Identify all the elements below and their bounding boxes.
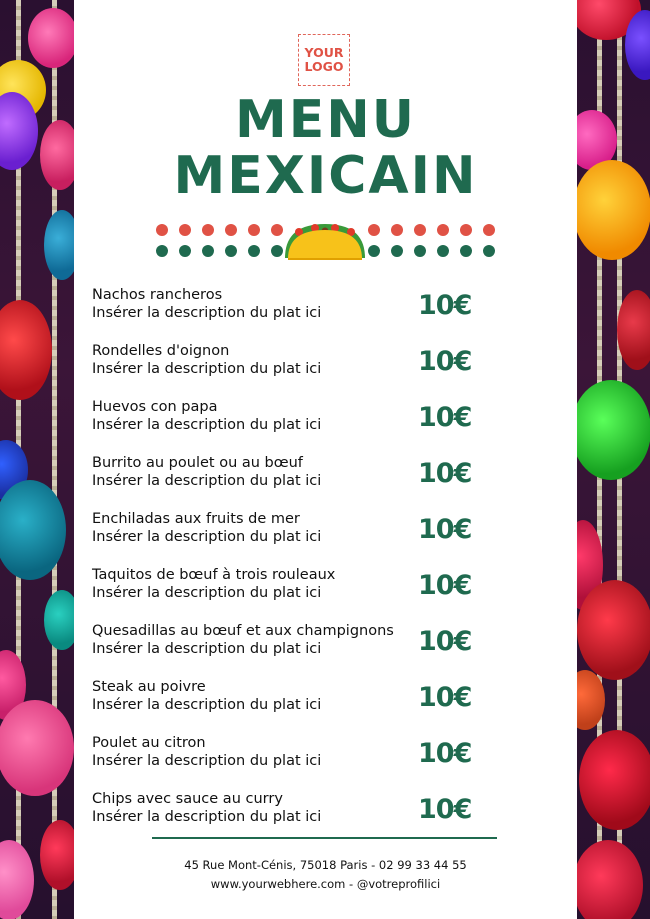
menu-item [92, 622, 512, 678]
menu-item [92, 566, 512, 622]
dish-description: Insérer la description du plat ici [92, 753, 322, 769]
dish-price: 10€ [418, 346, 472, 377]
dish-price: 10€ [418, 290, 472, 321]
dish-description: Insérer la description du plat ici [92, 361, 322, 377]
dish-price: 10€ [418, 458, 472, 489]
menu-item [92, 398, 512, 454]
dish-name: Rondelles d'oignon [92, 343, 230, 359]
dish-name: Huevos con papa [92, 399, 218, 415]
dish-description: Insérer la description du plat ici [92, 809, 322, 825]
title-line1: MENU [234, 90, 416, 150]
menu-item [92, 342, 512, 398]
menu-item [92, 286, 512, 342]
dish-name: Poulet au citron [92, 735, 206, 751]
dish-name: Quesadillas au bœuf et aux champignons [92, 623, 394, 639]
dish-description: Insérer la description du plat ici [92, 697, 322, 713]
footer-divider [152, 837, 497, 839]
dish-name: Taquitos de bœuf à trois rouleaux [92, 567, 336, 583]
menu-list [92, 286, 512, 846]
dish-price: 10€ [418, 794, 472, 825]
dish-price: 10€ [418, 402, 472, 433]
footer-address: 45 Rue Mont-Cénis, 75018 Paris - 02 99 33 44 55 [184, 858, 467, 872]
dish-price: 10€ [418, 682, 472, 713]
dish-description: Insérer la description du plat ici [92, 641, 322, 657]
dish-name: Chips avec sauce au curry [92, 791, 283, 807]
menu-item [92, 678, 512, 734]
pompom-strip-left [0, 0, 74, 919]
dish-price: 10€ [418, 514, 472, 545]
logo-line1: YOUR [304, 45, 344, 60]
footer-contact: www.yourwebhere.com - @votreprofilici [210, 877, 441, 891]
menu-item [92, 454, 512, 510]
dish-name: Burrito au poulet ou au bœuf [92, 455, 303, 471]
menu-panel [74, 0, 577, 919]
menu-item [92, 510, 512, 566]
dish-description: Insérer la description du plat ici [92, 529, 322, 545]
dish-description: Insérer la description du plat ici [92, 417, 322, 433]
dish-price: 10€ [418, 738, 472, 769]
dish-description: Insérer la description du plat ici [92, 473, 322, 489]
dish-price: 10€ [418, 626, 472, 657]
dish-name: Enchiladas aux fruits de mer [92, 511, 300, 527]
dish-description: Insérer la description du plat ici [92, 585, 322, 601]
dish-name: Nachos rancheros [92, 287, 223, 303]
logo-line2: LOGO [304, 59, 344, 74]
dish-price: 10€ [418, 570, 472, 601]
title-line2: MEXICAIN [173, 146, 478, 206]
dish-description: Insérer la description du plat ici [92, 305, 322, 321]
logo-placeholder [298, 34, 350, 86]
menu-item [92, 734, 512, 790]
dish-name: Steak au poivre [92, 679, 206, 695]
decorative-dot-band [154, 222, 497, 262]
taco-icon [285, 224, 365, 259]
pompom-strip-right [577, 0, 650, 919]
